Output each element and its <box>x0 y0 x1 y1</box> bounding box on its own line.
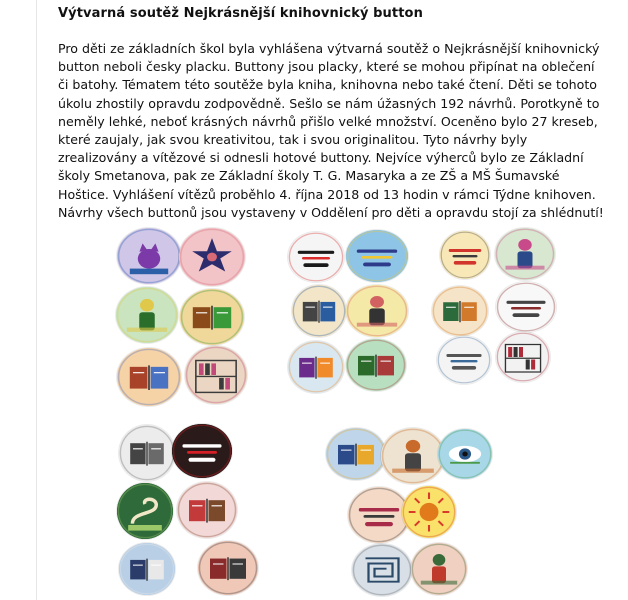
paragraph-line: Pro děti ze základních škol byla vyhlášena výtvarná soutěž o Nejkrásnější knihovnický <box>58 41 600 56</box>
button-design-drawing <box>411 543 467 595</box>
button-design-image <box>177 482 237 538</box>
page-divider <box>36 0 37 600</box>
button-design-image <box>346 285 408 337</box>
button-design-image <box>117 483 173 539</box>
button-design-image <box>352 544 412 596</box>
button-design-image <box>117 228 181 284</box>
button-design-image <box>437 336 491 384</box>
paragraph-line: zrealizovány a vítězové si odnesli hotové buttony. Nejvíce výherců bylo ze Základní <box>58 150 584 166</box>
button-design-drawing <box>198 541 258 595</box>
page-title: Výtvarná soutěž Nejkrásnější knihovnický button <box>58 6 423 21</box>
button-design-drawing <box>116 287 178 343</box>
button-design-image <box>179 228 245 286</box>
button-design-image <box>326 428 386 480</box>
button-design-drawing <box>288 232 344 282</box>
button-design-drawing <box>496 332 550 382</box>
button-design-drawing <box>381 428 445 484</box>
button-design-drawing <box>440 231 490 279</box>
button-design-drawing <box>496 282 556 332</box>
article-paragraph <box>58 40 604 222</box>
paragraph-line: Hoštice. Vyhlášení vítězů proběhlo 4. října 2018 od 13 hodin v rámci Týdne knihoven. <box>58 186 596 202</box>
button-design-drawing <box>402 486 456 538</box>
paragraph-line: úkolu zhostily opravdu zodpovědně. Sešlo se nám úžasných 192 návrhů. Porotkyně to <box>58 95 600 111</box>
button-design-drawing <box>495 228 555 280</box>
button-design-drawing <box>438 429 492 479</box>
paragraph-line: neměly lehké, neboť krásných návrhů přišlo velké množství. Oceněno bylo 27 kreseb, <box>58 113 598 129</box>
button-design-image <box>348 487 410 543</box>
button-design-drawing <box>180 289 244 345</box>
button-design-image <box>496 282 556 332</box>
paragraph-line: které zaujaly, jak svou kreativitou, tak i svou originalitou. Tyto návrhy byly <box>58 132 528 148</box>
button-design-image <box>117 348 181 406</box>
button-design-image <box>185 346 247 404</box>
button-design-image <box>119 543 175 595</box>
paragraph-line: školy Smetanova, pak ze Základní školy T. G. Masaryka a ze ZŠ a MŠ Šumavské <box>58 168 560 184</box>
button-design-drawing <box>346 230 408 282</box>
button-design-drawing <box>119 543 175 595</box>
button-design-drawing <box>177 482 237 538</box>
button-design-drawing <box>346 339 406 391</box>
button-design-drawing <box>172 424 232 478</box>
button-design-image <box>180 289 244 345</box>
button-design-drawing <box>119 425 175 481</box>
button-design-drawing <box>348 487 410 543</box>
button-design-image <box>438 429 492 479</box>
button-design-drawing <box>117 483 173 539</box>
paragraph-line: Návrhy všech buttonů jsou vystaveny v Oddělení pro děti a opravdu stojí za shlédnutí! <box>58 204 604 220</box>
button-design-image <box>288 232 344 282</box>
button-design-drawing <box>326 428 386 480</box>
button-design-drawing <box>288 341 344 393</box>
button-design-drawing <box>292 285 346 337</box>
button-design-drawing <box>117 228 181 284</box>
button-design-drawing <box>346 285 408 337</box>
button-design-drawing <box>437 336 491 384</box>
button-design-image <box>495 228 555 280</box>
button-design-image <box>198 541 258 595</box>
button-design-image <box>116 287 178 343</box>
button-design-drawing <box>179 228 245 286</box>
button-design-image <box>346 339 406 391</box>
button-design-image <box>288 341 344 393</box>
button-design-image <box>346 230 408 282</box>
button-design-image <box>292 285 346 337</box>
page-left-margin <box>0 0 36 600</box>
button-design-drawing <box>352 544 412 596</box>
button-design-drawing <box>117 348 181 406</box>
paragraph-line: či batohy. Tématem této soutěže byla kniha, knihovna nebo také čtení. Děti se tohoto <box>58 77 598 93</box>
button-design-image <box>402 486 456 538</box>
button-design-image <box>496 332 550 382</box>
paragraph-line: button neboli česky placku. Buttony jsou placky, které se mohou připínat na oblečení <box>58 59 595 75</box>
button-design-image <box>381 428 445 484</box>
button-design-image <box>172 424 232 478</box>
button-design-image <box>432 286 488 336</box>
button-design-image <box>119 425 175 481</box>
button-design-image <box>440 231 490 279</box>
button-design-drawing <box>185 346 247 404</box>
button-design-image <box>411 543 467 595</box>
button-design-drawing <box>432 286 488 336</box>
